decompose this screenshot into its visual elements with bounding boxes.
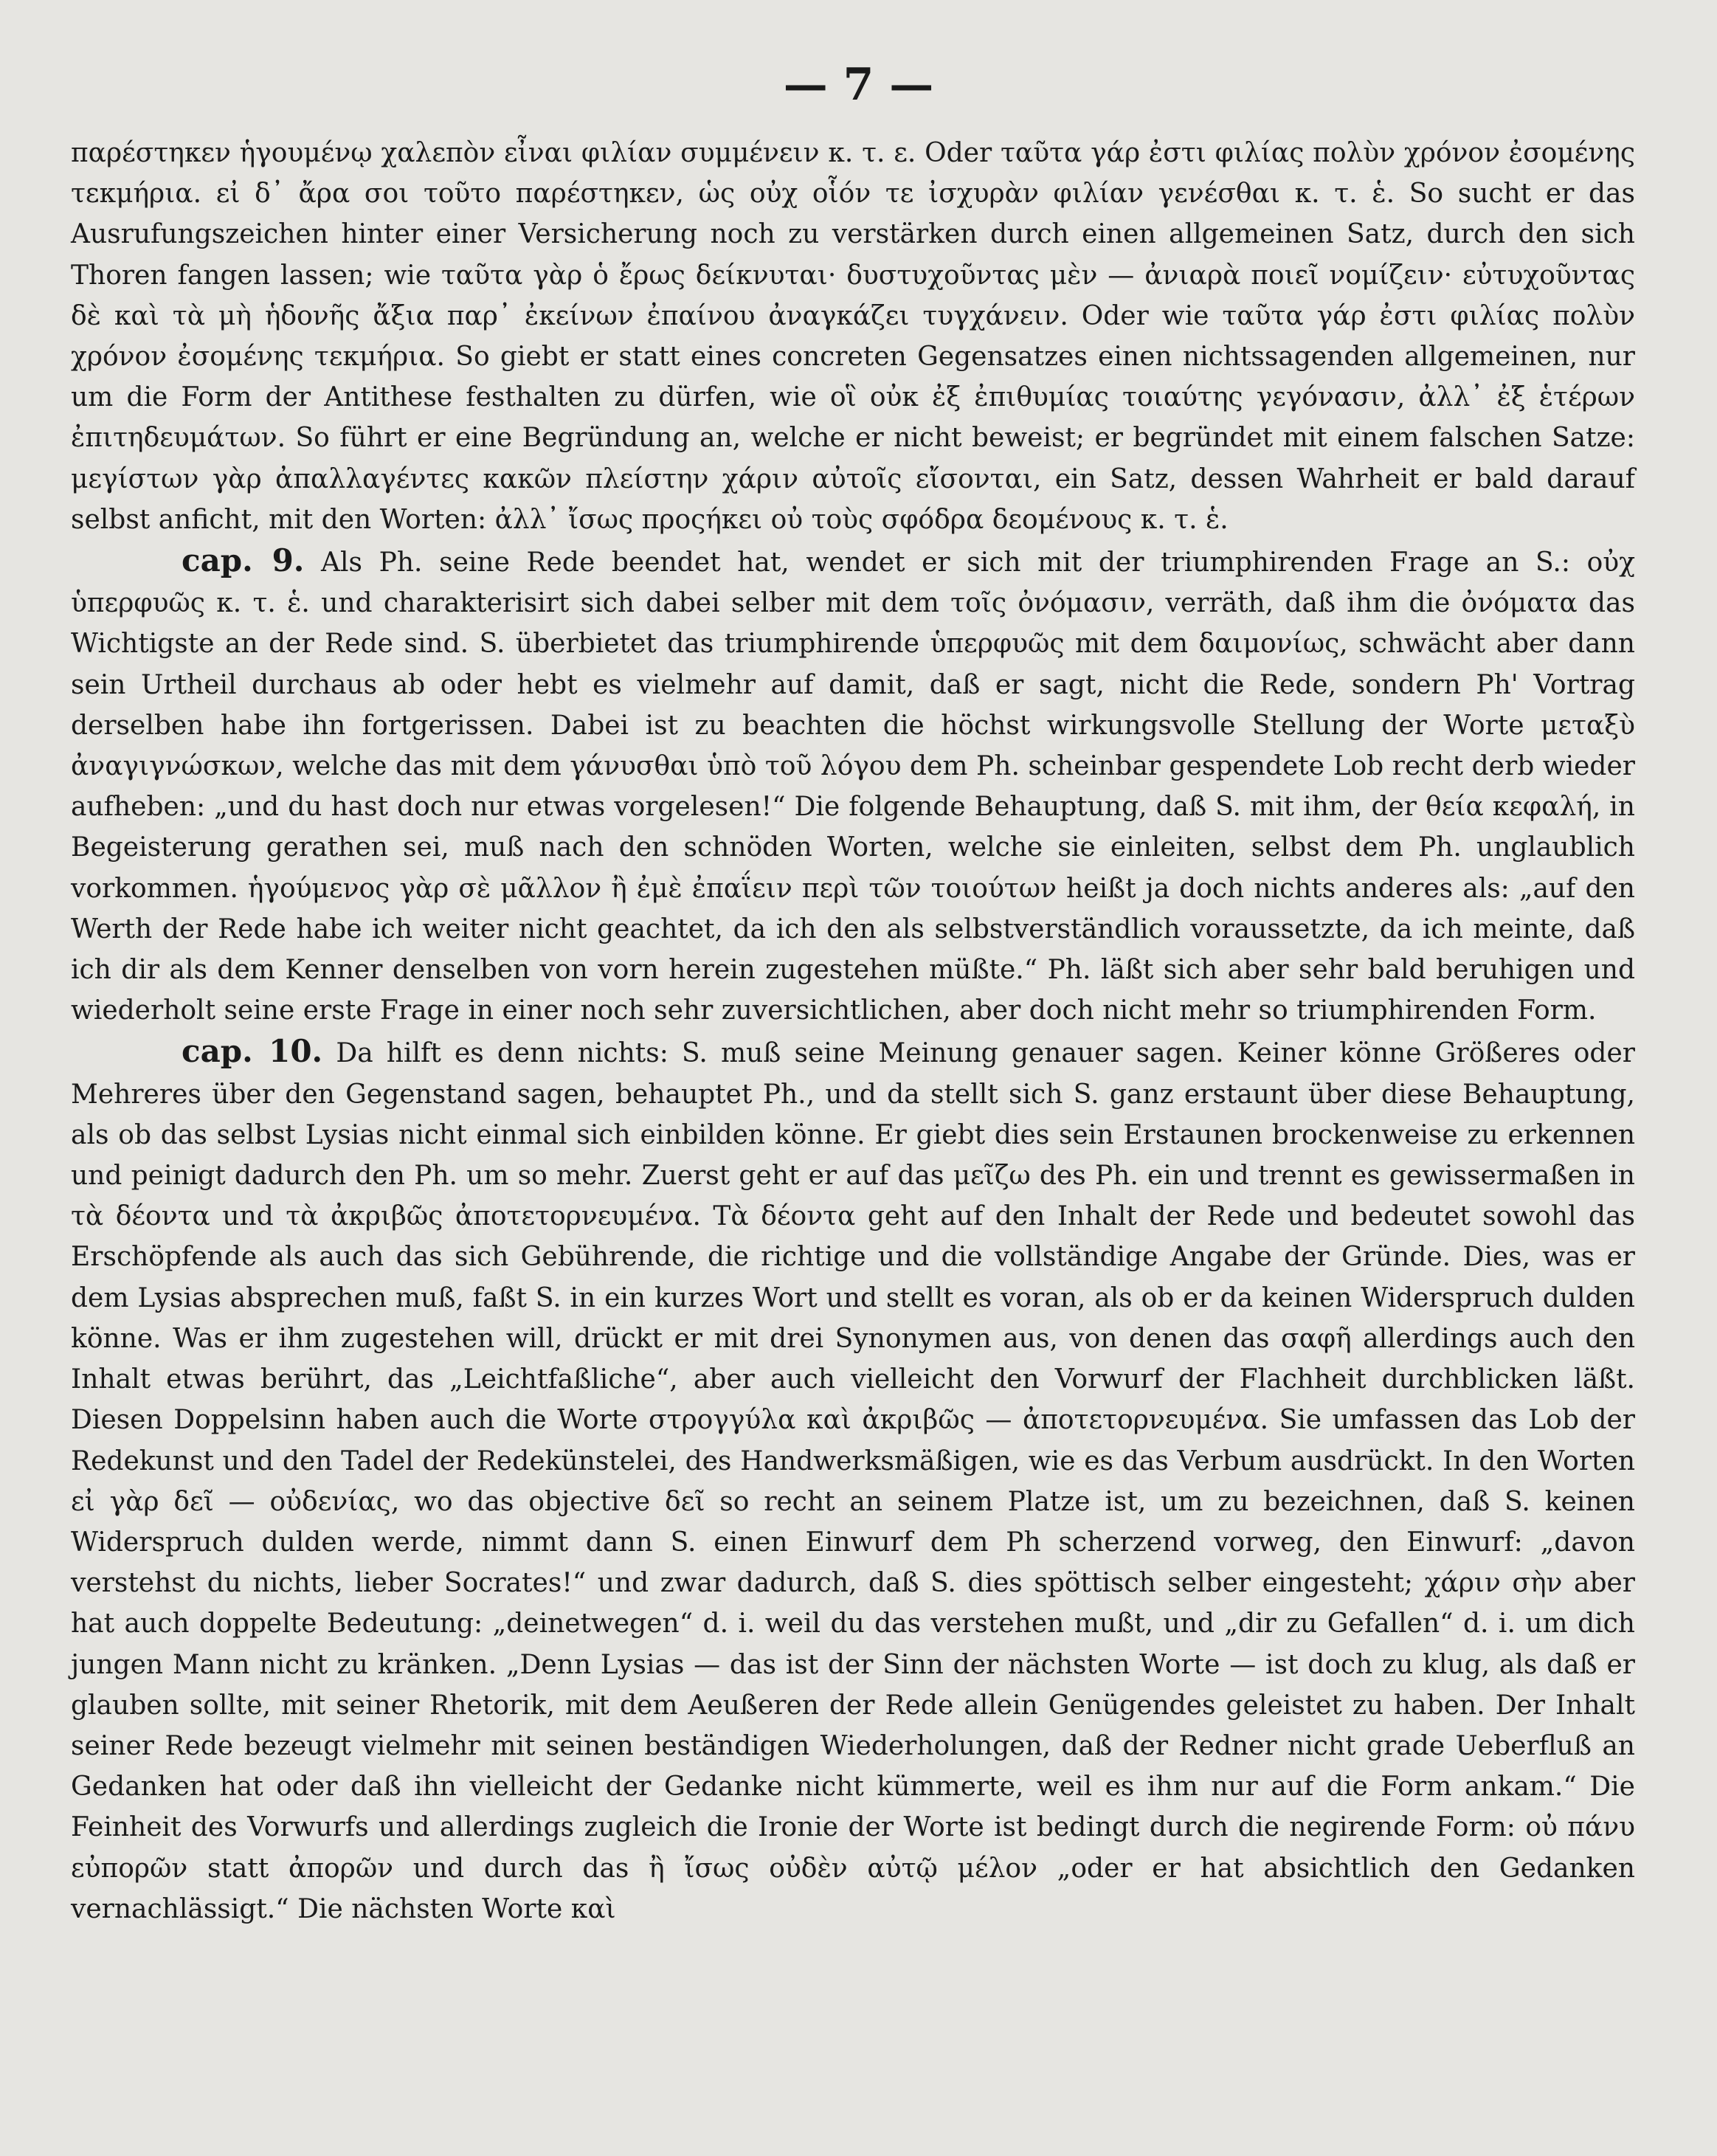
paragraph-text: παρέστηκεν ἡγουμένῳ χαλεπὸν εἶναι φιλίαν συμμένειν κ. τ. ε. Oder ταῦτα γάρ ἐστι φιλίας πολὺν χρόνον ἐσομένης τεκμήρια. εἰ δ᾽ ἄρα σοι τοῦτο παρέστηκεν, ὡς οὐχ οἷόν τε ἰσχυρὰν φιλίαν γενέσθαι κ. τ. ἑ. So sucht er das Ausrufungszeichen hinter einer Versicherung noch zu verstärken durch einen allgemeinen Satz, durch den sich Thoren fangen lassen; wie ταῦτα γὰρ ὁ ἔρως δείκνυται· δυστυχοῦντας μὲν — ἀνιαρὰ ποιεῖ νομίζειν· εὐτυχοῦντας δὲ καὶ τὰ μὴ ἡδονῆς ἄξια παρ᾽ ἐκείνων ἐπαίνου ἀναγκάζει τυγχάνειν. Oder wie ταῦτα γάρ ἐστι φιλίας πολὺν χρόνον ἐσομένης τεκμήρια. So giebt er statt eines concreten Gegensatzes einen nichtssagenden allgemeinen, nur um die Form der Antithese festhalten zu dürfen, wie οἳ οὐκ ἐξ ἐπιθυμίας τοιαύτης γεγόνασιν, ἀλλ᾽ ἐξ ἑτέρων ἐπιτηδευμάτων. So führt er eine Begründung an, welche er nicht beweist; er begründet mit einem falschen Satze: μεγίστων γὰρ ἀπαλλαγέντες κακῶν πλείστην χάριν αὐτοῖς εἴσονται, ein Satz, dessen Wahrheit er bald darauf selbst anficht, mit den Worten: ἀλλ᾽ ἴσως προςήκει οὐ τοὺς σφόδρα δεομένους κ. τ. ἑ.: [71, 138, 1635, 535]
paragraph-cap-9: [71, 540, 1635, 1031]
page-number: — 7 —: [783, 59, 934, 111]
paragraph-text: Als Ph. seine Rede beendet hat, wendet er sich mit der triumphirenden Frage an S.: οὐχ ὑπερφυῶς κ. τ. ἑ. und charakterisirt sich dabei selber mit dem τοῖς ὀνόμασιν, verräth, daß ihm die ὀνόματα das Wichtigste an der Rede sind. S. überbietet das triumphirende ὑπερφυῶς mit dem δαιμονίως, schwächt aber dann sein Urtheil durchaus ab oder hebt es vielmehr auf damit, daß er sagt, nicht die Rede, sondern Ph' Vortrag derselben habe ihn fortgerissen. Dabei ist zu beachten die höchst wirkungsvolle Stellung der Worte μεταξὺ ἀναγιγνώσκων, welche das mit dem γάνυσθαι ὑπὸ τοῦ λόγου dem Ph. scheinbar gespendete Lob recht derb wieder aufheben: „und du hast doch nur etwas vorgelesen!“ Die folgende Behauptung, daß S. mit ihm, der θεία κεφαλή, in Begeisterung gerathen sei, muß nach den schnöden Worten, welche sie einleiten, selbst dem Ph. unglaublich vorkommen. ἡγούμενος γὰρ σὲ μᾶλλον ἢ ἐμὲ ἐπαΐειν περὶ τῶν τοιούτων heißt ja doch nichts anderes als: „auf den Werth der Rede habe ich weiter nicht geachtet, da ich den als selbstverständlich voraussetzte, da ich meinte, daß ich dir als dem Kenner denselben von vorn herein zugestehen müßte.“ Ph. läßt sich aber sehr bald beruhigen und wiederholt seine erste Frage in einer noch sehr zuversichtlichen, aber doch nicht mehr so triumphirenden Form.: [71, 547, 1635, 1026]
chapter-label: cap. 9.: [182, 542, 305, 579]
paragraph-continuation: [71, 133, 1635, 540]
paragraph-cap-10: [71, 1031, 1635, 1929]
chapter-label: cap. 10.: [182, 1033, 323, 1070]
text-body: [71, 133, 1635, 1929]
paragraph-text: Da hilft es denn nichts: S. muß seine Meinung genauer sagen. Keiner könne Größeres oder Mehreres über den Gegenstand sagen, behauptet Ph., und da stellt sich S. ganz erstaunt über diese Behauptung, als ob das selbst Lysias nicht einmal sich einbilden könne. Er giebt dies sein Erstaunen brockenweise zu erkennen und peinigt dadurch den Ph. um so mehr. Zuerst geht er auf das μεῖζω des Ph. ein und trennt es gewissermaßen in τὰ δέοντα und τὰ ἀκριβῶς ἀποτετορνευμένα. Τὰ δέοντα geht auf den Inhalt der Rede und bedeutet sowohl das Erschöpfende als auch das sich Gebührende, die richtige und die vollständige Angabe der Gründe. Dies, was er dem Lysias absprechen muß, faßt S. in ein kurzes Wort und stellt es voran, als ob er da keinen Widerspruch dulden könne. Was er ihm zugestehen will, drückt er mit drei Synonymen aus, von denen das σαφῆ allerdings auch den Inhalt etwas berührt, das „Leichtfaßliche“, aber auch vielleicht den Vorwurf der Flachheit durchblicken läßt. Diesen Doppelsinn haben auch die Worte στρογγύλα καὶ ἀκριβῶς — ἀποτετορνευμένα. Sie umfassen das Lob der Redekunst und den Tadel der Redekünstelei, des Handwerksmäßigen, wie es das Verbum ausdrückt. In den Worten εἰ γὰρ δεῖ — οὐδενίας, wo das objective δεῖ so recht an seinem Platze ist, um zu bezeichnen, daß S. keinen Widerspruch dulden werde, nimmt dann S. einen Einwurf dem Ph scherzend vorweg, den Einwurf: „davon verstehst du nichts, lieber Socrates!“ und zwar dadurch, daß S. dies spöttisch selber eingesteht; χάριν σὴν aber hat auch doppelte Bedeutung: „deinetwegen“ d. i. weil du das verstehen mußt, und „dir zu Gefallen“ d. i. um dich jungen Mann nicht zu kränken. „Denn Lysias — das ist der Sinn der nächsten Worte — ist doch zu klug, als daß er glauben sollte, mit seiner Rhetorik, mit dem Aeußeren der Rede allein Genügendes geleistet zu haben. Der Inhalt seiner Rede bezeugt vielmehr mit seinen beständigen Wiederholungen, daß der Redner nicht grade Ueberfluß an Gedanken hat oder daß ihn vielleicht der Gedanke nicht kümmerte, weil es ihm nur auf die Form ankam.“ Die Feinheit des Vorwurfs und allerdings zugleich die Ironie der Worte ist bedingt durch die negirende Form: οὐ πάνυ εὐπορῶν statt ἀπορῶν und durch das ἢ ἴσως οὐδὲν αὐτῷ μέλον „oder er hat absichtlich den Gedanken vernachlässigt.“ Die nächsten Worte καὶ: [71, 1038, 1635, 1924]
